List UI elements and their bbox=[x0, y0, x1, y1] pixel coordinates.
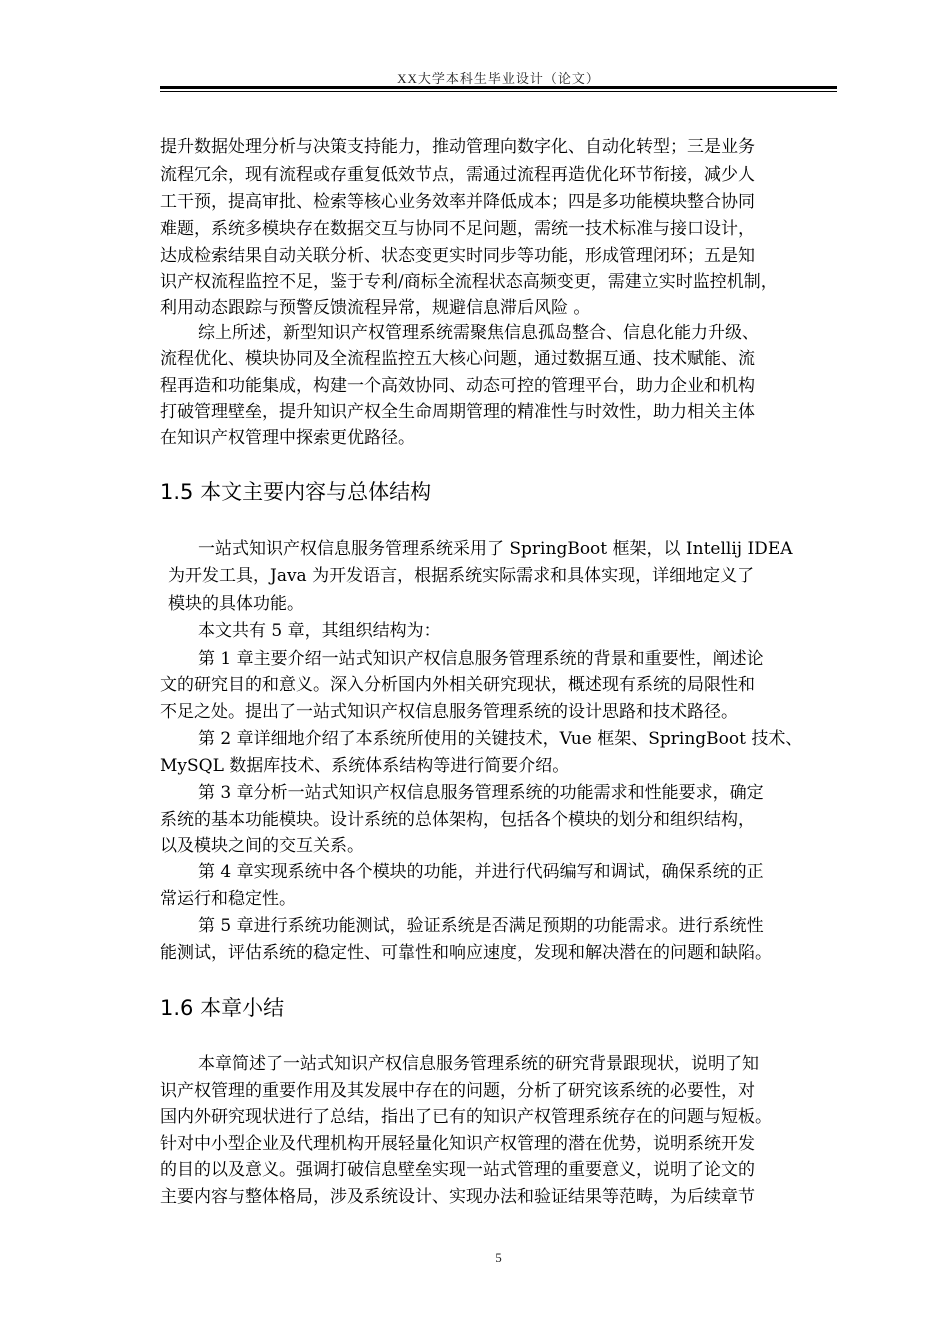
text-line: 提升数据处理分析与决策支持能力，推动管理向数字化、自动化转型；三是业务 bbox=[160, 137, 755, 157]
text-line: 综上所述，新型知识产权管理系统需聚焦信息孤岛整合、信息化能力升级、 bbox=[198, 323, 759, 343]
text-line: 能测试，评估系统的稳定性、可靠性和响应速度，发现和解决潜在的问题和缺陷。 bbox=[160, 943, 772, 963]
text-line: 模块的具体功能。 bbox=[168, 594, 304, 614]
text-line: 流程优化、模块协同及全流程监控五大核心问题，通过数据互通、技术赋能、流 bbox=[160, 349, 755, 369]
text-line: 利用动态跟踪与预警反馈流程异常，规避信息滞后风险 。 bbox=[160, 298, 591, 318]
header-rule-thin bbox=[160, 91, 837, 92]
text-line: 常运行和稳定性。 bbox=[160, 889, 296, 909]
text-line: 第 3 章分析一站式知识产权信息服务管理系统的功能需求和性能要求，确定 bbox=[198, 783, 764, 803]
text-line: 系统的基本功能模块。设计系统的总体架构，包括各个模块的划分和组织结构， bbox=[160, 810, 755, 830]
text-line: MySQL 数据库技术、系统体系结构等进行简要介绍。 bbox=[160, 756, 570, 776]
text-line: 在知识产权管理中探索更优路径。 bbox=[160, 428, 415, 448]
text-line: 第 5 章进行系统功能测试，验证系统是否满足预期的功能需求。进行系统性 bbox=[198, 916, 764, 936]
text-line: 流程冗余，现有流程或存重复低效节点，需通过流程再造优化环节衔接，减少人 bbox=[160, 165, 755, 185]
text-line: 国内外研究现状进行了总结，指出了已有的知识产权管理系统存在的问题与短板。 bbox=[160, 1107, 772, 1127]
header-title: XX大学本科生毕业设计（论文） bbox=[397, 71, 600, 86]
text-line: 主要内容与整体格局，涉及系统设计、实现办法和验证结果等范畴，为后续章节 bbox=[160, 1187, 755, 1207]
text-line: 程再造和功能集成，构建一个高效协同、动态可控的管理平台，助力企业和机构 bbox=[160, 376, 755, 396]
page-number: 5 bbox=[495, 1250, 502, 1265]
text-line: 的目的以及意义。强调打破信息壁垒实现一站式管理的重要意义，说明了论文的 bbox=[160, 1160, 755, 1180]
text-line: 为开发工具，Java 为开发语言，根据系统实际需求和具体实现，详细地定义了 bbox=[168, 566, 755, 586]
section-heading-1-5: 1.5 本文主要内容与总体结构 bbox=[160, 480, 432, 504]
text-line: 以及模块之间的交互关系。 bbox=[160, 836, 364, 856]
text-line: 第 2 章详细地介绍了本系统所使用的关键技术，Vue 框架、SpringBoot 技术、 bbox=[198, 729, 803, 749]
text-line: 针对中小型企业及代理机构开展轻量化知识产权管理的潜在优势，说明系统开发 bbox=[160, 1134, 755, 1154]
section-heading-1-6: 1.6 本章小结 bbox=[160, 996, 285, 1020]
text-line: 一站式知识产权信息服务管理系统采用了 SpringBoot 框架，以 Intellij IDEA bbox=[198, 539, 793, 559]
header-rule-thick bbox=[160, 86, 837, 89]
text-line: 工干预，提高审批、检索等核心业务效率并降低成本；四是多功能模块整合协同 bbox=[160, 192, 755, 212]
text-line: 达成检索结果自动关联分析、状态变更实时同步等功能，形成管理闭环；五是知 bbox=[160, 246, 755, 266]
text-line: 识产权管理的重要作用及其发展中存在的问题，分析了研究该系统的必要性，对 bbox=[160, 1081, 755, 1101]
text-line: 打破管理壁垒，提升知识产权全生命周期管理的精准性与时效性，助力相关主体 bbox=[160, 402, 755, 422]
text-line: 难题，系统多模块存在数据交互与协同不足问题，需统一技术标准与接口设计， bbox=[160, 219, 755, 239]
text-line: 本文共有 5 章，其组织结构为： bbox=[198, 621, 441, 641]
text-line: 不足之处。提出了一站式知识产权信息服务管理系统的设计思路和技术路径。 bbox=[160, 702, 738, 722]
text-line: 第 4 章实现系统中各个模块的功能，并进行代码编写和调试，确保系统的正 bbox=[198, 862, 764, 882]
text-line: 文的研究目的和意义。深入分析国内外相关研究现状，概述现有系统的局限性和 bbox=[160, 675, 755, 695]
text-line: 本章简述了一站式知识产权信息服务管理系统的研究背景跟现状，说明了知 bbox=[198, 1054, 759, 1074]
text-line: 第 1 章主要介绍一站式知识产权信息服务管理系统的背景和重要性，阐述论 bbox=[198, 649, 764, 669]
text-line: 识产权流程监控不足，鉴于专利/商标全流程状态高频变更，需建立实时监控机制， bbox=[160, 272, 778, 292]
